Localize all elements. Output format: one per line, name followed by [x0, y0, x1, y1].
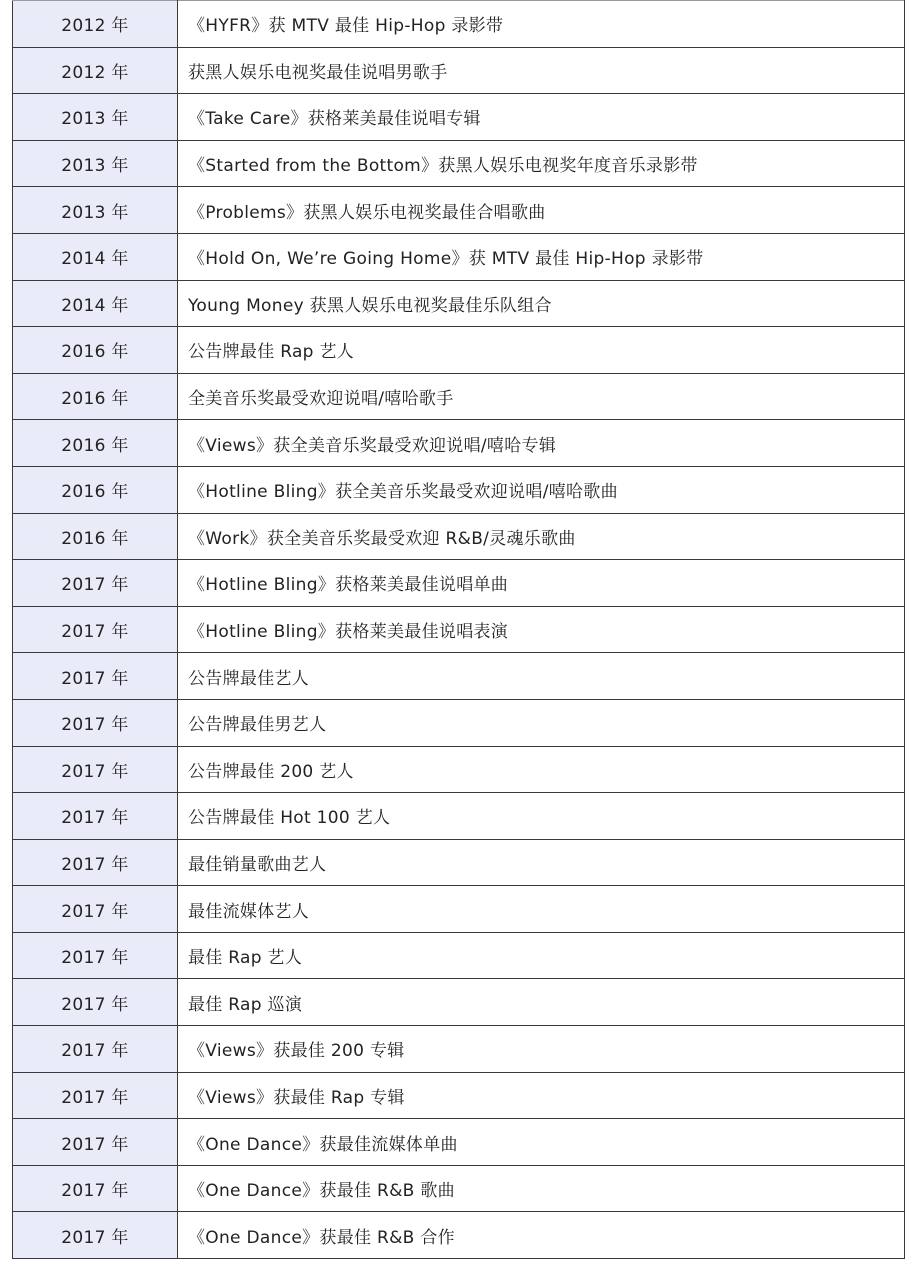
award-row: [13, 653, 905, 700]
award-description-cell: 《Hotline Bling》获全美音乐奖最受欢迎说唱/嘻哈歌曲: [178, 466, 905, 513]
award-row: [13, 466, 905, 513]
award-description-cell: 《One Dance》获最佳 R&B 合作: [178, 1212, 905, 1259]
award-description-cell: 《HYFR》获 MTV 最佳 Hip-Hop 录影带: [178, 1, 905, 48]
award-description-cell: 《Views》获最佳 Rap 专辑: [178, 1072, 905, 1119]
award-description-cell: 公告牌最佳艺人: [178, 653, 905, 700]
award-row: [13, 746, 905, 793]
award-year-cell: 2017 年: [13, 839, 178, 886]
award-year-cell: 2016 年: [13, 466, 178, 513]
award-year-cell: 2017 年: [13, 1072, 178, 1119]
award-description-cell: 公告牌最佳男艺人: [178, 699, 905, 746]
award-row: [13, 1, 905, 48]
award-row: [13, 94, 905, 141]
award-description-cell: Young Money 获黑人娱乐电视奖最佳乐队组合: [178, 280, 905, 327]
award-row: [13, 699, 905, 746]
award-row: [13, 280, 905, 327]
award-row: [13, 979, 905, 1026]
award-row: [13, 839, 905, 886]
award-year-cell: 2016 年: [13, 513, 178, 560]
award-row: [13, 560, 905, 607]
award-row: [13, 932, 905, 979]
award-description-cell: 《One Dance》获最佳 R&B 歌曲: [178, 1165, 905, 1212]
award-row: [13, 1119, 905, 1166]
award-description-cell: 公告牌最佳 Hot 100 艺人: [178, 793, 905, 840]
award-row: [13, 793, 905, 840]
award-description-cell: 《Hotline Bling》获格莱美最佳说唱表演: [178, 606, 905, 653]
award-row: [13, 420, 905, 467]
award-row: [13, 513, 905, 560]
award-row: [13, 1212, 905, 1259]
award-row: [13, 47, 905, 94]
award-year-cell: 2014 年: [13, 280, 178, 327]
award-row: [13, 606, 905, 653]
award-description-cell: 最佳销量歌曲艺人: [178, 839, 905, 886]
award-year-cell: 2017 年: [13, 560, 178, 607]
award-year-cell: 2017 年: [13, 653, 178, 700]
award-year-cell: 2017 年: [13, 1119, 178, 1166]
award-description-cell: 《Work》获全美音乐奖最受欢迎 R&B/灵魂乐歌曲: [178, 513, 905, 560]
award-description-cell: 《Hold On, We’re Going Home》获 MTV 最佳 Hip-Hop 录影带: [178, 233, 905, 280]
award-row: [13, 1165, 905, 1212]
award-year-cell: 2017 年: [13, 886, 178, 933]
awards-table: [12, 0, 905, 1259]
award-row: [13, 1072, 905, 1119]
award-row: [13, 327, 905, 374]
award-row: [13, 373, 905, 420]
award-year-cell: 2014 年: [13, 233, 178, 280]
award-description-cell: 《Views》获最佳 200 专辑: [178, 1026, 905, 1073]
award-year-cell: 2017 年: [13, 746, 178, 793]
award-description-cell: 《Views》获全美音乐奖最受欢迎说唱/嘻哈专辑: [178, 420, 905, 467]
award-description-cell: 全美音乐奖最受欢迎说唱/嘻哈歌手: [178, 373, 905, 420]
award-row: [13, 886, 905, 933]
award-year-cell: 2017 年: [13, 1165, 178, 1212]
award-year-cell: 2017 年: [13, 1026, 178, 1073]
award-description-cell: 最佳流媒体艺人: [178, 886, 905, 933]
award-description-cell: 获黑人娱乐电视奖最佳说唱男歌手: [178, 47, 905, 94]
award-year-cell: 2017 年: [13, 979, 178, 1026]
award-year-cell: 2017 年: [13, 932, 178, 979]
award-row: [13, 187, 905, 234]
award-description-cell: 最佳 Rap 巡演: [178, 979, 905, 1026]
award-year-cell: 2016 年: [13, 420, 178, 467]
award-description-cell: 《One Dance》获最佳流媒体单曲: [178, 1119, 905, 1166]
award-year-cell: 2016 年: [13, 373, 178, 420]
award-row: [13, 1026, 905, 1073]
award-row: [13, 140, 905, 187]
award-row: [13, 233, 905, 280]
awards-table-body: [13, 1, 905, 1259]
award-year-cell: 2017 年: [13, 699, 178, 746]
award-year-cell: 2017 年: [13, 793, 178, 840]
award-year-cell: 2013 年: [13, 187, 178, 234]
award-year-cell: 2012 年: [13, 47, 178, 94]
award-description-cell: 《Started from the Bottom》获黑人娱乐电视奖年度音乐录影带: [178, 140, 905, 187]
award-description-cell: 《Hotline Bling》获格莱美最佳说唱单曲: [178, 560, 905, 607]
award-year-cell: 2017 年: [13, 1212, 178, 1259]
award-year-cell: 2016 年: [13, 327, 178, 374]
award-description-cell: 公告牌最佳 200 艺人: [178, 746, 905, 793]
award-description-cell: 《Problems》获黑人娱乐电视奖最佳合唱歌曲: [178, 187, 905, 234]
award-year-cell: 2013 年: [13, 140, 178, 187]
award-year-cell: 2013 年: [13, 94, 178, 141]
award-year-cell: 2012 年: [13, 1, 178, 48]
award-description-cell: 《Take Care》获格莱美最佳说唱专辑: [178, 94, 905, 141]
award-year-cell: 2017 年: [13, 606, 178, 653]
award-description-cell: 公告牌最佳 Rap 艺人: [178, 327, 905, 374]
award-description-cell: 最佳 Rap 艺人: [178, 932, 905, 979]
